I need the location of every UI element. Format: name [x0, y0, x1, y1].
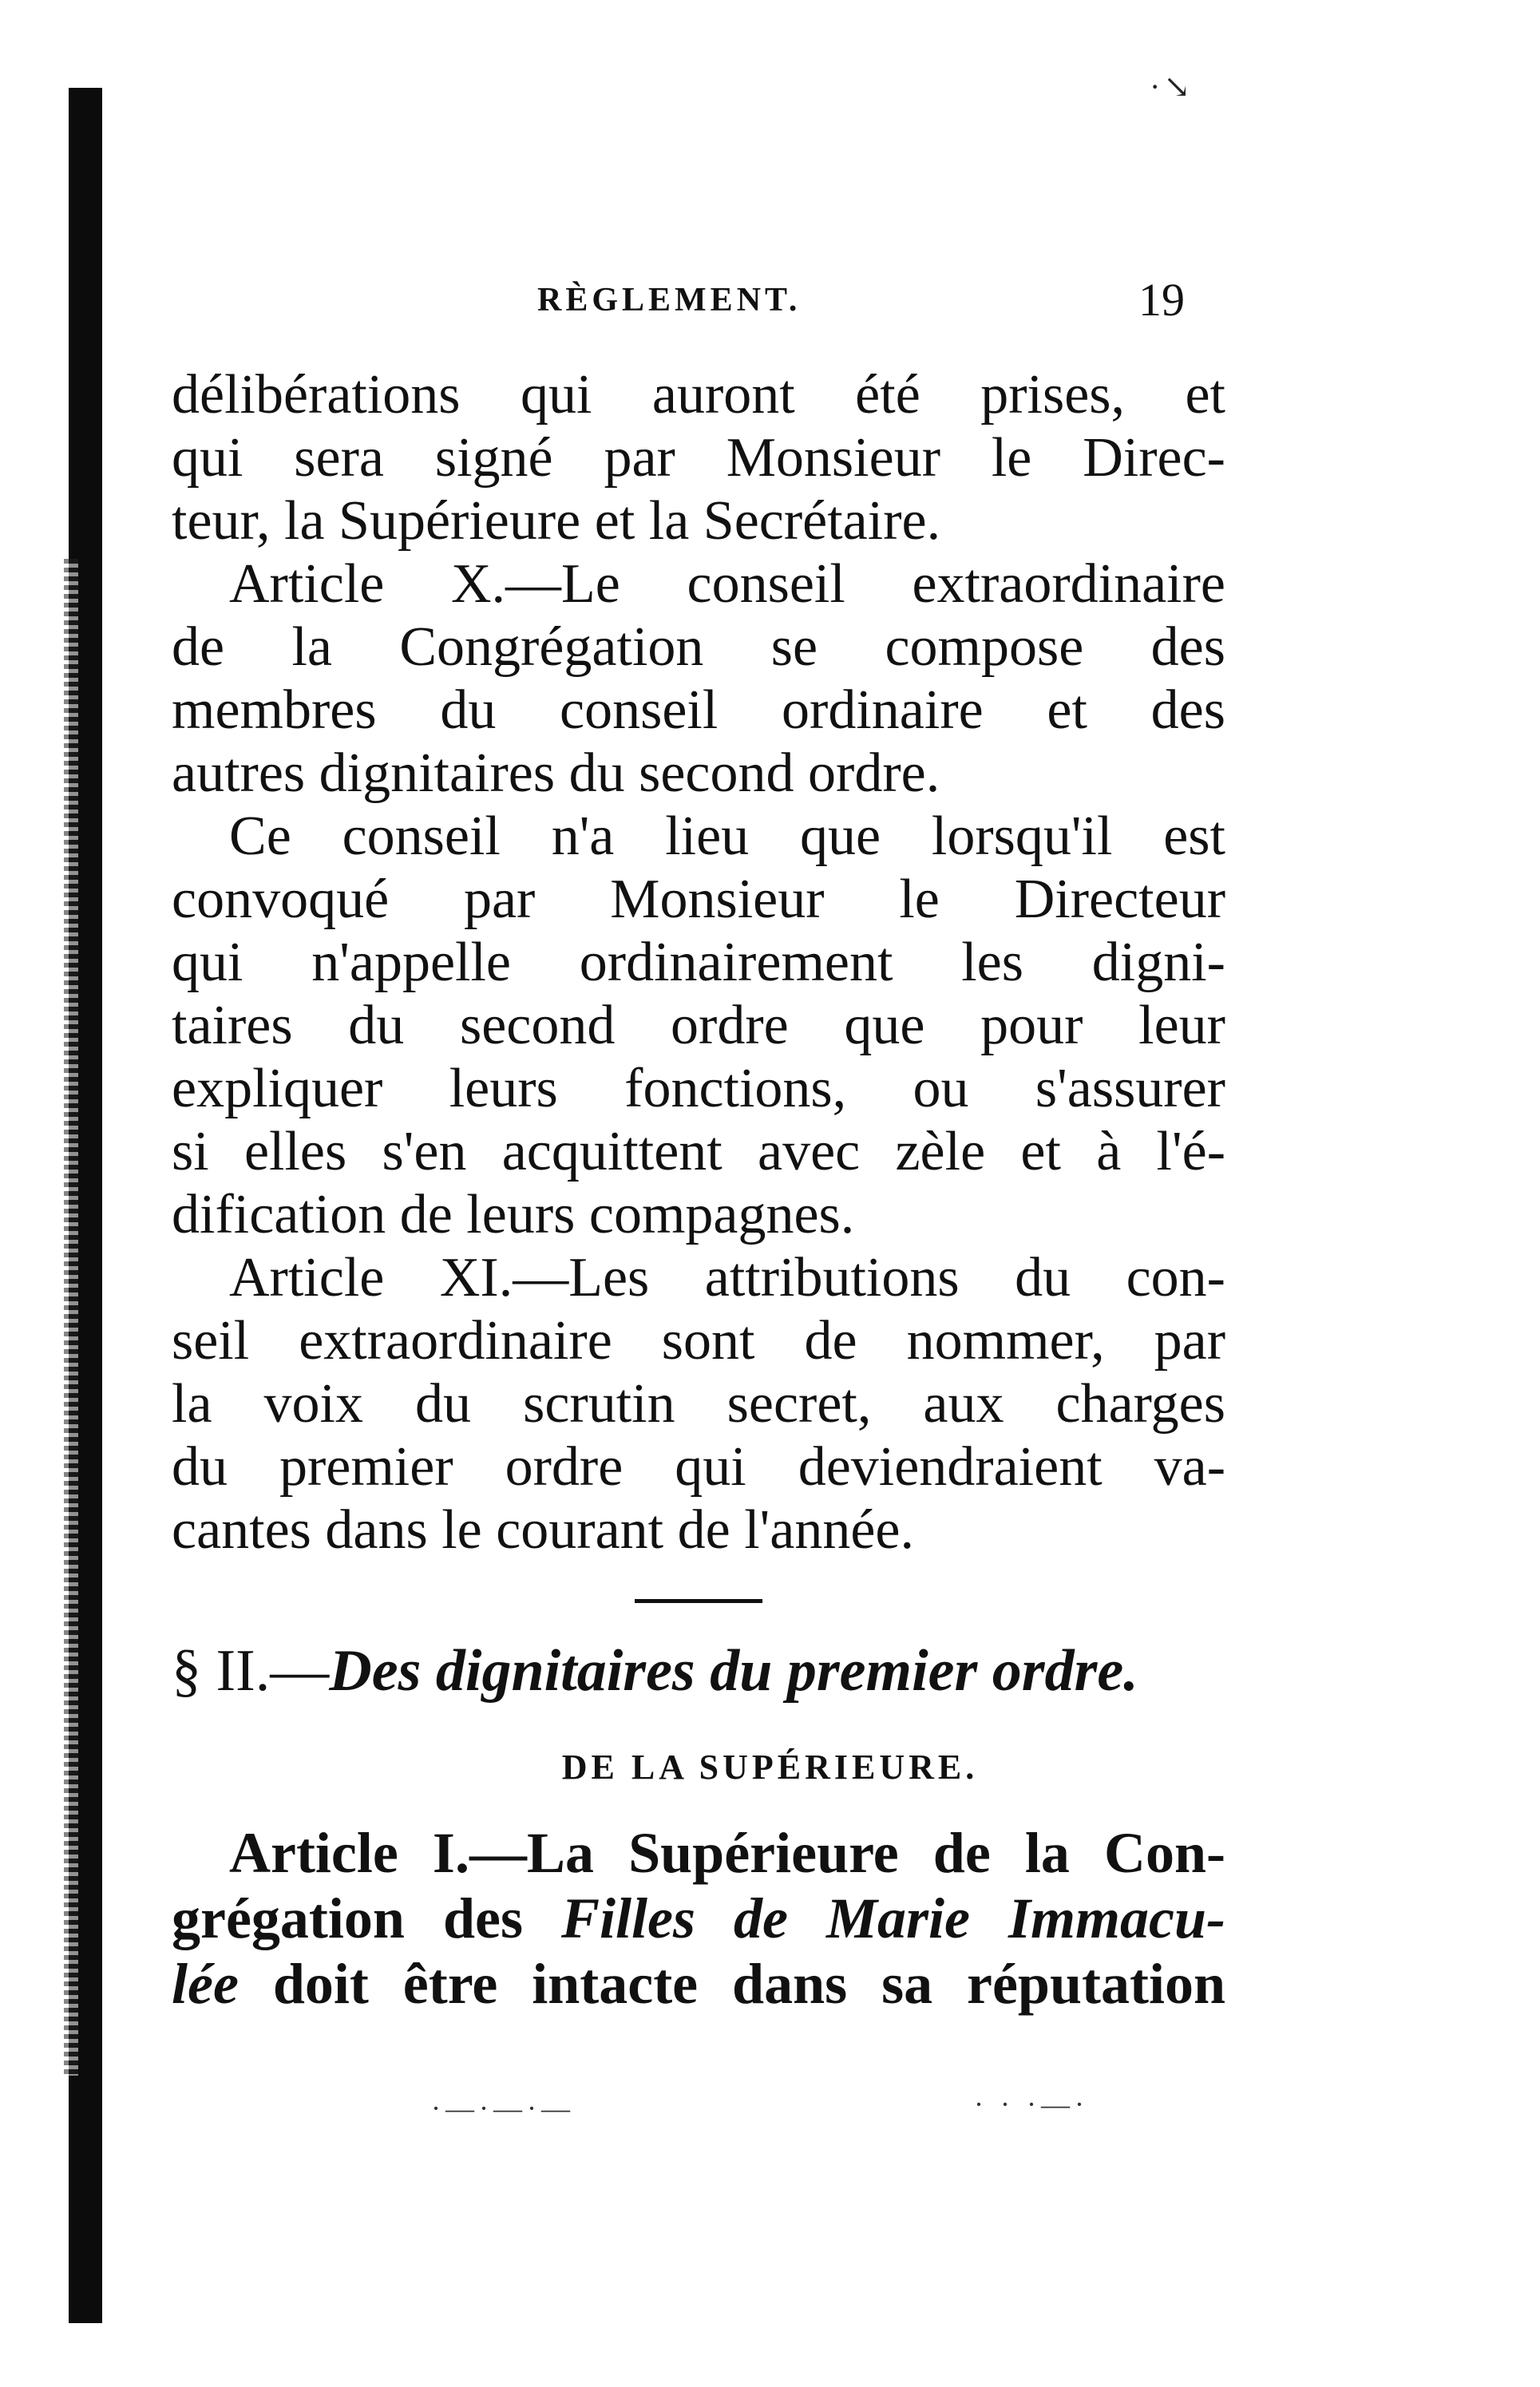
text-line: si elles s'en acquittent avec zèle et à l'é- [172, 1121, 1225, 1182]
section-heading [172, 1635, 1241, 1707]
section-title: Des dignitaires du premier ordre. [329, 1638, 1138, 1704]
scan-mark: ·↘ [1150, 69, 1194, 105]
running-title: RÈGLEMENT. [537, 282, 802, 319]
article-text [172, 1820, 1225, 2017]
text-fragment: doit être intacte dans sa réputation [238, 1952, 1225, 2016]
text-line: Article XI.—Les attributions du con- [229, 1247, 1225, 1308]
text-line: teur, la Supérieure et la Secrétaire. [172, 490, 941, 552]
scan-artifact: · · ·—· [974, 2088, 1089, 2120]
text-line: qui n'appelle ordinairement les digni- [172, 932, 1225, 993]
text-line: convoqué par Monsieur le Directeur [172, 869, 1225, 930]
text-line: taires du second ordre que pour leur [172, 995, 1225, 1056]
section-divider [635, 1599, 762, 1603]
text-fragment: grégation des [172, 1886, 561, 1950]
section-prefix: § II.— [172, 1638, 330, 1704]
text-line: seil extraordinaire sont de nommer, par [172, 1310, 1225, 1372]
text-line: de la Congrégation se compose des [172, 616, 1225, 678]
text-line: dification de leurs compagnes. [172, 1184, 855, 1245]
text-line [172, 1886, 1225, 1951]
scan-artifact: ·—·—·— [431, 2092, 575, 2124]
running-head [0, 274, 1540, 329]
italic-fragment: Filles de Marie Immacu- [560, 1886, 1225, 1950]
text-line: délibérations qui auront été prises, et [172, 364, 1225, 426]
italic-fragment: lée [172, 1952, 239, 2016]
text-line: autres dignitaires du second ordre. [172, 742, 940, 804]
subsection-heading: DE LA SUPÉRIEURE. [561, 1748, 979, 1787]
text-line: du premier ordre qui deviendraient va- [172, 1436, 1225, 1498]
text-line: cantes dans le courant de l'année. [172, 1499, 914, 1561]
scanned-page-edge-speckle [64, 559, 78, 2076]
text-line: Article I.—La Supérieure de la Con- [229, 1821, 1225, 1885]
text-line: qui sera signé par Monsieur le Direc- [172, 427, 1225, 489]
text-line: membres du conseil ordinaire et des [172, 679, 1225, 741]
body-text [172, 363, 1225, 1562]
page-number: 19 [1138, 274, 1185, 326]
text-line: Article X.—Le conseil extraordinaire [229, 553, 1225, 615]
text-line: expliquer leurs fonctions, ou s'assurer [172, 1058, 1225, 1119]
text-line: la voix du scrutin secret, aux charges [172, 1373, 1225, 1435]
text-line [172, 1951, 1225, 2017]
text-line: Ce conseil n'a lieu que lorsqu'il est [229, 806, 1225, 867]
